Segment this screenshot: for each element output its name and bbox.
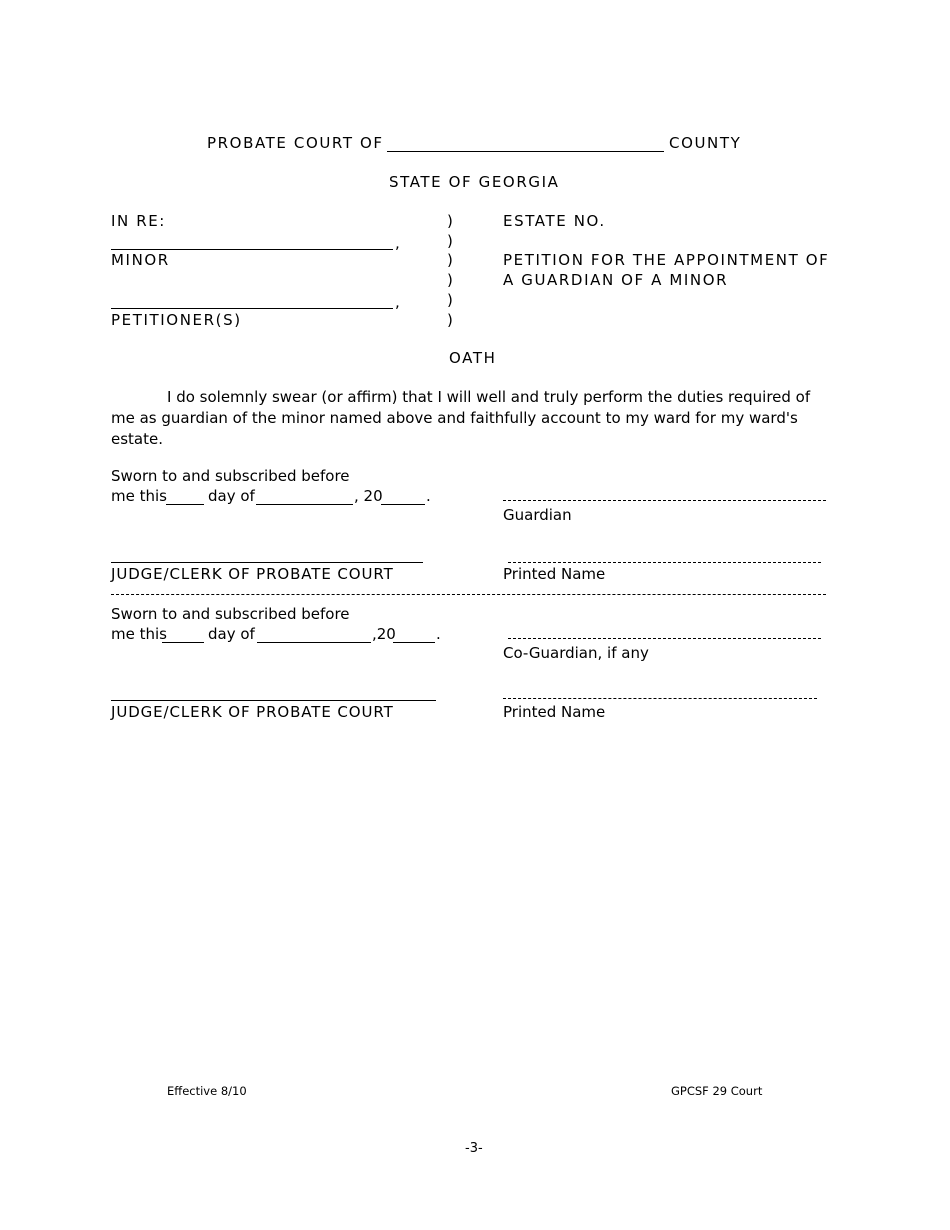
caption-paren: ) xyxy=(447,251,453,269)
coguardian-judge-signature-line[interactable] xyxy=(111,688,436,701)
court-suffix: COUNTY xyxy=(669,134,742,152)
judge-label: JUDGE/CLERK OF PROBATE COURT xyxy=(111,565,394,583)
guardian-period: . xyxy=(426,487,431,505)
coguardian-label: Co-Guardian, if any xyxy=(503,644,649,662)
in-re-label: IN RE: xyxy=(111,212,166,230)
guardian-month-field[interactable] xyxy=(256,490,353,505)
coguardian-printed-name-label: Printed Name xyxy=(503,703,606,721)
effective-date: Effective 8/10 xyxy=(167,1084,247,1098)
coguardian-sworn-line1: Sworn to and subscribed before xyxy=(111,605,350,623)
minor-label: MINOR xyxy=(111,251,170,269)
guardian-day-of: day of xyxy=(208,487,255,505)
coguardian-printed-name-line[interactable] xyxy=(503,698,817,699)
coguardian-day-of: day of xyxy=(208,625,255,643)
section-divider xyxy=(111,594,826,595)
judge-signature-line[interactable] xyxy=(111,550,423,563)
oath-body: I do solemnly swear (or affirm) that I will well and truly perform the duties required of me as guardian of the minor named above and faithfully account to my ward for my ward's estate. xyxy=(111,388,811,448)
coguardian-signature-line[interactable] xyxy=(508,638,821,639)
guardian-year-field[interactable] xyxy=(381,490,425,505)
guardian-printed-name-line[interactable] xyxy=(508,562,821,563)
court-prefix: PROBATE COURT OF xyxy=(207,134,384,152)
guardian-signature-line[interactable] xyxy=(503,500,826,501)
caption-paren: ) xyxy=(447,271,453,289)
minor-name-field[interactable] xyxy=(111,235,393,250)
estate-no-label: ESTATE NO. xyxy=(503,212,606,230)
coguardian-me-this: me this xyxy=(111,625,167,643)
coguardian-judge-label: JUDGE/CLERK OF PROBATE COURT xyxy=(111,703,394,721)
minor-comma: , xyxy=(395,234,400,252)
petitioner-label: PETITIONER(S) xyxy=(111,311,242,329)
petition-title-line2: A GUARDIAN OF A MINOR xyxy=(503,271,729,289)
oath-heading: OATH xyxy=(449,349,497,367)
guardian-me-this: me this xyxy=(111,487,167,505)
page-number: -3- xyxy=(465,1141,483,1156)
petitioner-name-field[interactable] xyxy=(111,294,393,309)
coguardian-year-field[interactable] xyxy=(393,628,435,643)
coguardian-period: . xyxy=(436,625,441,643)
printed-name-label: Printed Name xyxy=(503,565,606,583)
state-title: STATE OF GEORGIA xyxy=(389,173,560,191)
guardian-day-field[interactable] xyxy=(166,490,204,505)
form-id: GPCSF 29 Court xyxy=(671,1084,763,1098)
caption-paren: ) xyxy=(447,212,453,230)
petitioner-comma: , xyxy=(395,293,400,311)
coguardian-year-prefix: ,20 xyxy=(372,625,396,643)
caption-paren: ) xyxy=(447,311,453,329)
petition-title-line1: PETITION FOR THE APPOINTMENT OF xyxy=(503,251,830,269)
county-name-field[interactable] xyxy=(387,137,664,152)
guardian-label: Guardian xyxy=(503,506,572,524)
coguardian-day-field[interactable] xyxy=(162,628,204,643)
guardian-sworn-line1: Sworn to and subscribed before xyxy=(111,467,350,485)
caption-paren: ) xyxy=(447,232,453,250)
caption-paren: ) xyxy=(447,291,453,309)
coguardian-month-field[interactable] xyxy=(257,628,371,643)
guardian-year-prefix: , 20 xyxy=(354,487,383,505)
